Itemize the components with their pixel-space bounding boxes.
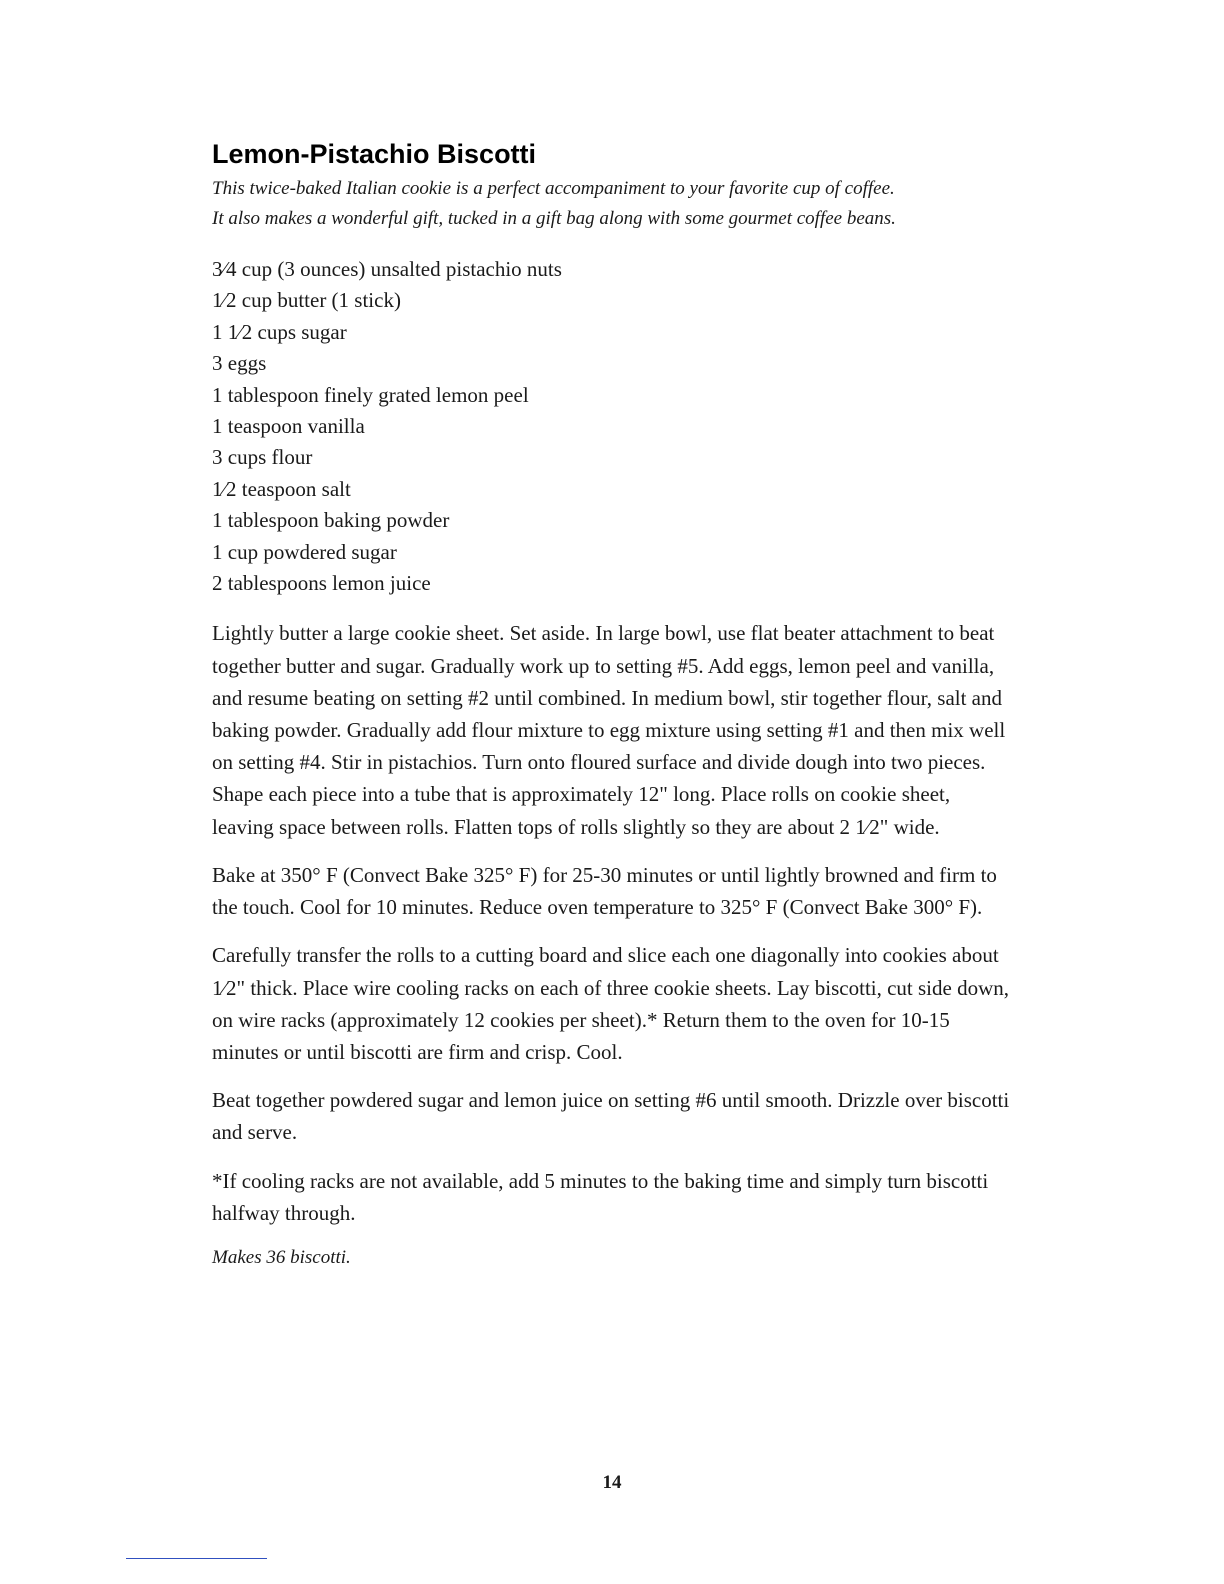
recipe-page [212,136,1012,1273]
ingredient-item: 3⁄4 cup (3 ounces) unsalted pistachio nuts [212,257,562,281]
instruction-paragraph: Beat together powdered sugar and lemon juice on setting #6 until smooth. Drizzle over biscotti and serve. [212,1088,1010,1145]
recipe-yield: Makes 36 biscotti. [212,1246,351,1268]
intro-line: This twice-baked Italian cookie is a perfect accompaniment to your favorite cup of coffee. [212,178,895,199]
instruction-paragraph: Carefully transfer the rolls to a cutting board and slice each one diagonally into cookies about 1⁄2" thick. Place wire cooling racks on each of three cookie sheets. Lay biscotti, cut side down, on wire racks (approximately 12 cookies per sheet).* Return them to the oven for 10-15 minutes or until biscotti are firm and crisp. Cool. [212,943,1010,1064]
ingredient-item: 1⁄2 teaspoon salt [212,476,351,501]
ingredient-list [212,254,1012,599]
instruction-paragraph: Bake at 350° F (Convect Bake 325° F) for 25-30 minutes or until lightly browned and firm to the touch. Cool for 10 minutes. Reduce oven temperature to 325° F (Convect Bake 300° F). [212,862,997,920]
page-number: 14 [602,1472,622,1493]
footer-divider [126,1558,267,1559]
ingredient-item: 2 tablespoons lemon juice [212,571,431,596]
ingredient-item: 1 teaspoon vanilla [212,414,365,439]
ingredient-item: 1 tablespoon finely grated lemon peel [212,382,529,407]
ingredient-item: 1 tablespoon baking powder [212,508,450,533]
ingredient-item: 3 cups flour [212,445,313,470]
footnote-paragraph: *If cooling racks are not available, add 5 minutes to the baking time and simply turn biscotti halfway through. [212,1168,989,1225]
recipe-intro [212,174,1012,234]
ingredient-item: 1⁄2 cup butter (1 stick) [212,288,401,313]
recipe-title: Lemon-Pistachio Biscotti [212,139,537,169]
instruction-paragraph: Lightly butter a large cookie sheet. Set aside. In large bowl, use flat beater attachment to beat together butter and sugar. Gradually work up to setting #5. Add eggs, lemon peel and vanilla, and resume beating on setting #2 until combined. In medium bowl, stir together flour, salt and baking powder. Gradually add flour mixture to egg mixture using setting #1 and then mix well on setting #4. Stir in pistachios. Turn onto floured surface and divide dough into two pieces. Shape each piece into a tube that is approximately 12" long. Place rolls on cookie sheet, leaving space between rolls. Flatten tops of rolls slightly so they are about 2 1⁄2" wide. [212,621,1006,839]
ingredient-item: 1 cup powdered sugar [212,539,397,564]
ingredient-item: 3 eggs [212,351,267,376]
ingredient-item: 1 1⁄2 cups sugar [212,319,347,344]
intro-line: It also makes a wonderful gift, tucked in a gift bag along with some gourmet coffee beans. [212,208,896,229]
